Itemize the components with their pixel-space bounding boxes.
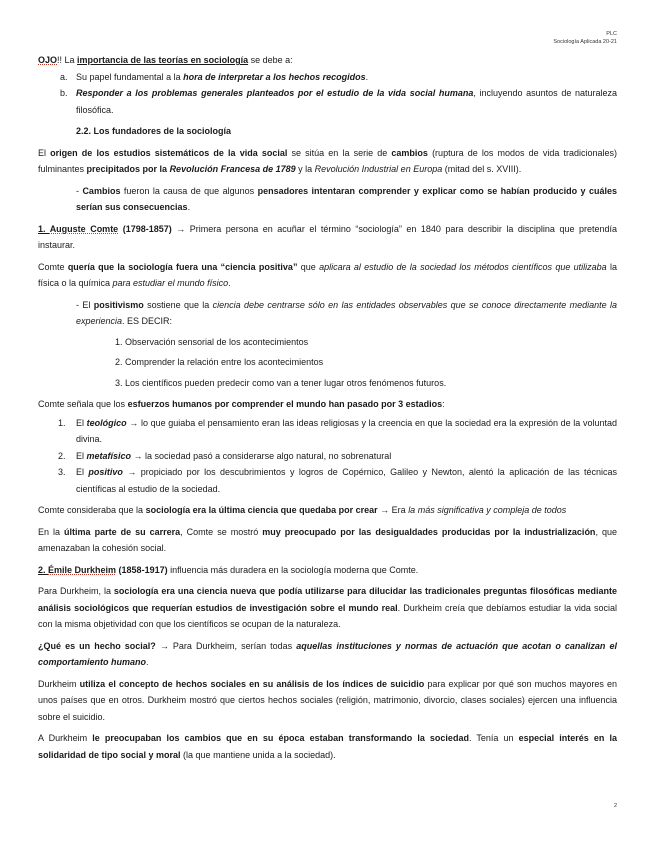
- durkheim-science: Para Durkheim, la sociología era una ciencia nueva que podía utilizarse para dilucidar las tradicionales preguntas filosóficas mediante análisis sociológicos que requerían estudios de investigación sobre el mundo real. Durkheim creía que debíamos estudiar la vida social con la misma objetividad con que los científicos se ocupan de la naturaleza.: [38, 586, 617, 629]
- section-heading: 2.2. Los fundadores de la sociología: [76, 126, 232, 136]
- suicide-paragraph: Durkheim utiliza el concepto de hechos sociales en su análisis de los índices de suicidio para explicar por qué son muchos mayores en unos países que en otros. Durkheim mostró que ciertos hechos sociales (religión, matrimonio, divorcio, clases sociales) ejercen una influencia sobre el suicidio.: [38, 678, 618, 722]
- header-author: PLC: [606, 31, 617, 37]
- list-item: a. Su papel fundamental a la hora de interpretar a los hechos recogidos.: [60, 71, 369, 82]
- page-header: [553, 30, 617, 46]
- step-item: 2. Comprender la relación entre los acontecimientos: [115, 357, 324, 367]
- positivism-steps: [38, 334, 617, 392]
- document-body: [38, 52, 617, 763]
- comte-career-end: En la última parte de su carrera, Comte se mostró muy preocupado por las desigualdades producidas por la industrialización, que amenazaban la cohesión social.: [38, 526, 617, 553]
- durkheim-heading: 2. Émile Durkheim (1858-1917) influencia más duradera en la sociología moderna que Comte.: [38, 564, 419, 575]
- comte-positive-science: Comte quería que la sociología fuera una “ciencia positiva” que aplicara al estudio de la sociedad los métodos científicos que utilizaba la física o la química para estudiar el mundo físico.: [38, 261, 617, 288]
- positivism-paragraph: - El positivismo sostiene que la ciencia debe centrarse sólo en las entidades observables que se conoce directamente mediante la experiencia. ES DECIR:: [76, 299, 617, 326]
- step-item: 1. Observación sensorial de los acontecimientos: [115, 336, 309, 347]
- stages-list: [38, 415, 617, 498]
- page-number: 2: [613, 803, 617, 809]
- comte-last-science: Comte consideraba que la sociología era la última ciencia que quedaba por crear → Era la más significativa y compleja de todos: [38, 505, 567, 515]
- list-item: 2. El metafísico → la sociedad pasó a considerarse algo natural, no sobrenatural: [58, 450, 392, 461]
- ojo-intro: OJO!! La importancia de las teorías en sociología se debe a:: [38, 55, 293, 65]
- ojo-list: [38, 69, 617, 119]
- header-course: Sociología Aplicada 20-21: [553, 39, 617, 45]
- list-item: 3. El positivo → propiciado por los descubrimientos y logros de Copérnico, Galileo y Newton, alentó la aplicación de las técnicas científicas al estudio de la sociedad.: [58, 467, 617, 494]
- origin-paragraph: El origen de los estudios sistemáticos de la vida social se sitúa en la serie de cambios (ruptura de los modos de vida tradicionales) fulminantes precipitados por la Revolución Francesa de 1789 y la Revolución Industrial en Europa (mitad del s. XVIII).: [38, 147, 617, 174]
- cambios-paragraph: - Cambios fueron la causa de que algunos pensadores intentaran comprender y explicar como se habían producido y cuáles serían sus consecuencias.: [76, 185, 618, 212]
- step-item: 3. Los científicos pueden predecir como van a tener lugar otros fenómenos futuros.: [115, 377, 447, 388]
- comte-heading: 1. Auguste Comte (1798-1857) → Primera persona en acuñar el término “sociología” en 1840 para describir la disciplina que pretendía instaurar.: [38, 223, 617, 250]
- social-fact-question: ¿Qué es un hecho social? → Para Durkheim, serían todas aquellas instituciones y normas de actuación que acotan o canalizan el comportamiento humano.: [38, 640, 617, 667]
- stages-intro: Comte señala que los esfuerzos humanos por comprender el mundo han pasado por 3 estadios:: [38, 399, 445, 409]
- durkheim-concerns: A Durkheim le preocupaban los cambios que en su época estaban transformando la sociedad. Tenía un especial interés en la solidaridad de tipo social y moral (la que mantiene unida a la sociedad).: [38, 733, 617, 760]
- list-item: 1. El teológico → lo que guiaba el pensamiento eran las ideas religiosas y la creencia en que la sociedad era la expresión de la voluntad divina.: [58, 417, 617, 444]
- list-item: b. Responder a los problemas generales planteados por el estudio de la vida social humana, incluyendo asuntos de naturaleza filosófica.: [60, 88, 617, 115]
